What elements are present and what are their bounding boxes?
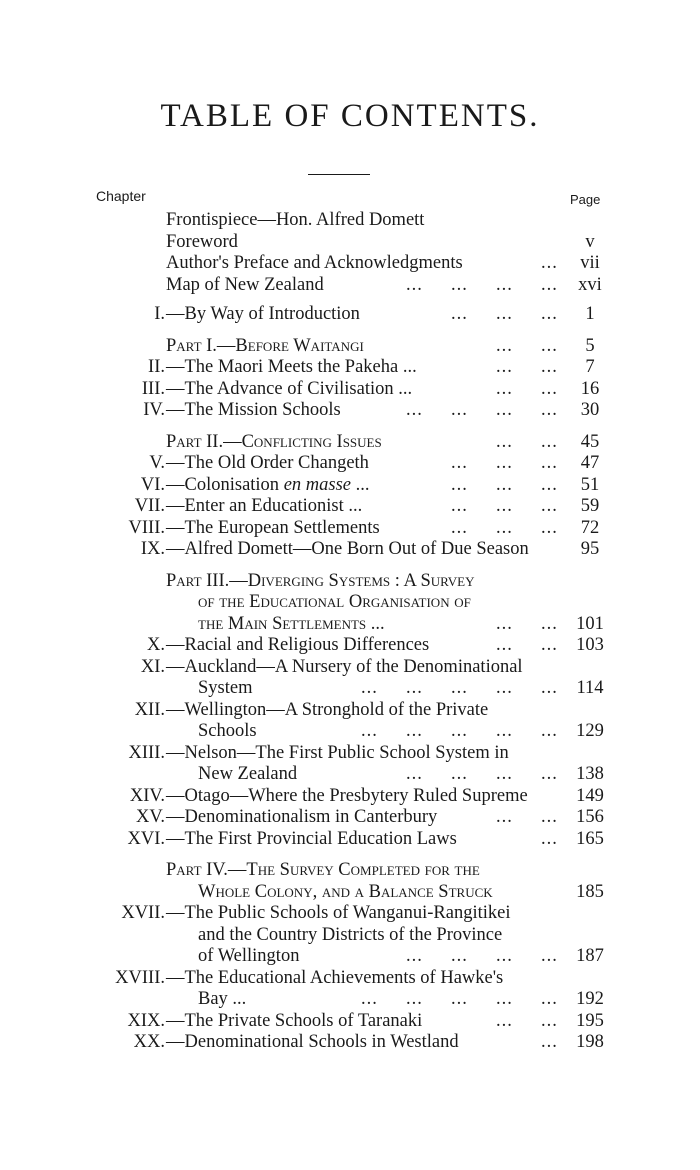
page-number: xvi (578, 274, 602, 295)
entry-title: —The First Provincial Education Laws (166, 828, 457, 849)
entry-title: New Zealand (198, 764, 298, 784)
entry-title: and the Country Districts of the Province (198, 924, 503, 945)
chapter-number: XVII. (121, 903, 165, 923)
toc-entry (0, 336, 700, 358)
leader-dots: ... ... ... ... (406, 764, 558, 784)
entry-title: —The Private Schools of Taranaki (166, 1010, 423, 1031)
entry-title: of Wellington (198, 946, 300, 966)
page-number: 185 (576, 881, 604, 902)
toc-entry (0, 743, 700, 765)
chapter-number: IV. (143, 400, 165, 420)
chapter-number: XIII. (128, 742, 165, 763)
toc-entry (0, 1032, 700, 1054)
page-number: 103 (576, 635, 604, 655)
page-number: 198 (576, 1032, 604, 1052)
page-number: 16 (580, 378, 600, 399)
page-number: 5 (585, 335, 595, 356)
page-number: 7 (585, 357, 595, 377)
entry-title: Frontispiece—Hon. Alfred Domett (166, 210, 425, 230)
chapter-number: X. (147, 635, 165, 655)
toc-entry (0, 379, 700, 401)
page-column-header: Page (570, 192, 601, 207)
page-number: 47 (580, 453, 600, 473)
page-number: 45 (580, 431, 600, 452)
leader-dots: ... ... (496, 635, 558, 655)
entry-title: Foreword (166, 231, 238, 252)
entry-title: —The European Settlements (166, 517, 380, 538)
toc-entry (0, 807, 700, 829)
leader-dots: ... ... ... (451, 517, 558, 538)
toc-entry (0, 453, 700, 475)
page-number: v (585, 231, 595, 252)
leader-dots: ... ... ... ... (406, 274, 558, 295)
toc-entry (0, 786, 700, 808)
leader-dots: ... ... (496, 335, 558, 356)
chapter-number: II. (148, 357, 165, 377)
leader-dots: ... ... ... (451, 304, 558, 324)
leader-dots: ... (541, 253, 558, 273)
chapter-number: VI. (140, 474, 165, 495)
entry-title: —By Way of Introduction (166, 304, 360, 324)
entry-title: the Main Settlements ... (198, 613, 385, 634)
page-number: 114 (576, 678, 604, 698)
entry-title: —Racial and Religious Differences (166, 635, 430, 655)
entry-title: —Colonisation en masse ... (166, 474, 370, 495)
entry-title: Bay ... (198, 989, 247, 1009)
leader-dots: ... ... ... (451, 474, 558, 495)
entry-title: —Denominationalism in Canterbury (166, 807, 438, 827)
entry-title: —Nelson—The First Public School System in (166, 742, 509, 763)
entry-title: Part II.—Conflicting Issues (166, 431, 382, 452)
entry-title: Author's Preface and Acknowledgments (166, 253, 463, 273)
page-number: 129 (576, 721, 604, 741)
toc-entry (0, 571, 700, 593)
chapter-number: XIV. (129, 785, 165, 806)
entry-title: —Auckland—A Nursery of the Denominational (166, 656, 523, 677)
entry-title: of the Educational Organisation of (198, 592, 471, 612)
page-number: 149 (576, 785, 604, 806)
toc-entry (0, 829, 700, 851)
toc-entry (0, 1011, 700, 1033)
chapter-number: XIX. (127, 1010, 165, 1031)
page-number: vii (580, 253, 600, 273)
leader-dots: ... ... ... (451, 496, 558, 516)
leader-dots: ... ... (496, 613, 558, 634)
entry-title: Map of New Zealand (166, 274, 324, 295)
entry-title: Part III.—Diverging Systems : A Survey (166, 570, 475, 591)
toc-entry (0, 496, 700, 518)
toc-entry (0, 860, 700, 882)
toc-entry (0, 614, 700, 636)
page-number: 30 (580, 400, 600, 420)
page-number: 156 (576, 807, 604, 827)
toc-entry (0, 539, 700, 561)
toc-entry (0, 946, 700, 968)
entry-title: Part IV.—The Survey Completed for the (166, 860, 480, 880)
page-number: 187 (576, 946, 604, 966)
leader-dots: ... ... (496, 807, 558, 827)
title-divider (308, 174, 370, 175)
chapter-number: V. (149, 453, 165, 473)
toc-entry (0, 400, 700, 422)
leader-dots: ... ... (496, 378, 558, 399)
toc-entry (0, 882, 700, 904)
leader-dots: ... ... ... (451, 453, 558, 473)
chapter-number: XV. (136, 807, 165, 827)
page-number: 101 (576, 613, 604, 634)
leader-dots: ... ... (496, 357, 558, 377)
leader-dots: ... ... ... ... ... (361, 721, 558, 741)
chapter-column-header: Chapter (96, 188, 146, 204)
chapter-number: III. (141, 378, 165, 399)
chapter-number: XVI. (127, 828, 165, 849)
toc-entry (0, 635, 700, 657)
leader-dots: ... (541, 828, 558, 849)
page-number: 51 (580, 474, 600, 495)
leader-dots: ... ... (496, 431, 558, 452)
leader-dots: ... (541, 1032, 558, 1052)
toc-entry (0, 475, 700, 497)
page-number: 195 (576, 1010, 604, 1031)
page-number: 138 (576, 764, 604, 784)
toc-entry (0, 989, 700, 1011)
toc-entry (0, 518, 700, 540)
entry-title: —The Public Schools of Wanganui-Rangitikei (166, 903, 511, 923)
toc-entry (0, 304, 700, 326)
leader-dots: ... ... ... ... (406, 400, 558, 420)
page-number: 59 (580, 496, 600, 516)
toc-entry (0, 903, 700, 925)
entry-title: Schools (198, 721, 257, 741)
entry-title: —The Advance of Civilisation ... (166, 378, 413, 399)
leader-dots: ... ... (496, 1010, 558, 1031)
entry-title: —Otago—Where the Presbytery Ruled Supreme (166, 785, 528, 806)
toc-entry (0, 210, 700, 232)
page-title: TABLE OF CONTENTS. (160, 98, 540, 134)
entry-title: —The Educational Achievements of Hawke's (166, 967, 504, 988)
toc-entry (0, 700, 700, 722)
entry-title: —The Old Order Changeth (166, 453, 369, 473)
toc-entry (0, 657, 700, 679)
entry-title: —The Maori Meets the Pakeha ... (166, 357, 417, 377)
chapter-number: XVIII. (115, 967, 165, 988)
entry-title: —Enter an Educationist ... (166, 496, 363, 516)
chapter-number: XII. (134, 699, 165, 720)
entry-title: —The Mission Schools (166, 400, 341, 420)
page-number: 95 (580, 539, 600, 559)
toc-entry (0, 357, 700, 379)
toc-entry (0, 253, 700, 275)
page-number: 165 (576, 828, 604, 849)
leader-dots: ... ... ... ... ... (361, 678, 558, 698)
entry-title: System (198, 678, 253, 698)
toc-entry (0, 678, 700, 700)
toc-entry (0, 432, 700, 454)
chapter-number: IX. (140, 539, 165, 559)
entry-title: —Denominational Schools in Westland (166, 1032, 459, 1052)
entry-title: —Alfred Domett—One Born Out of Due Season (166, 539, 529, 559)
toc-entry (0, 275, 700, 297)
leader-dots: ... ... ... ... ... (361, 989, 558, 1009)
toc-entry (0, 925, 700, 947)
page-number: 72 (580, 517, 600, 538)
contents-list (0, 210, 700, 1054)
chapter-number: XX. (133, 1032, 165, 1052)
toc-entry (0, 232, 700, 254)
entry-title: —Wellington—A Stronghold of the Private (166, 699, 489, 720)
toc-entry (0, 721, 700, 743)
page-number: 1 (585, 304, 595, 324)
toc-entry (0, 764, 700, 786)
chapter-number: XI. (140, 656, 165, 677)
toc-entry (0, 592, 700, 614)
toc-entry (0, 968, 700, 990)
chapter-number: VII. (134, 496, 165, 516)
entry-title: Part I.—Before Waitangi (166, 335, 364, 356)
chapter-number: VIII. (128, 517, 165, 538)
page-number: 192 (576, 989, 604, 1009)
chapter-number: I. (154, 304, 165, 324)
entry-title: Whole Colony, and a Balance Struck (198, 881, 493, 902)
leader-dots: ... ... ... ... (406, 946, 558, 966)
